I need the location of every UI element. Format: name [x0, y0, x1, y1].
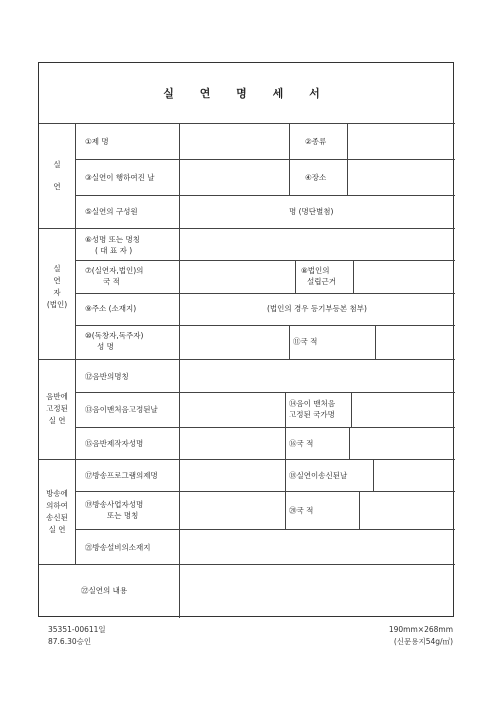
grid-line: [75, 159, 455, 160]
grid-line: [39, 228, 455, 229]
grid-line: [75, 491, 455, 492]
grid-line: [75, 392, 455, 393]
approval-date: 87.6.30승인: [48, 637, 92, 646]
grid-line: [75, 325, 455, 326]
grid-line: [373, 459, 374, 491]
nationality-label: ⑦(실연자,법인)의 국 적: [85, 266, 144, 286]
grid-line: [359, 491, 360, 529]
grid-line: [375, 325, 376, 359]
grid-line: [349, 427, 350, 459]
grid-line: [285, 392, 286, 459]
title-label: ①제 명: [85, 137, 109, 146]
grid-line: [289, 123, 290, 195]
record-country-label: ⑭음이 맨처음 고정된 국가명: [289, 399, 336, 419]
form-title: 실 연 명 세 서: [163, 87, 331, 100]
grid-line: [39, 459, 455, 460]
section-label-performer: 실 연 자 (법인): [46, 264, 68, 309]
grid-line: [347, 123, 348, 195]
name-label: ⑥성명 또는 명칭 ( 대 표 자 ): [85, 235, 140, 255]
grid-line: [295, 260, 296, 293]
facility-address-label: ㉑방송설비의소재지: [85, 543, 151, 552]
section-label-broadcast: 방송에 의하여 송신된 실 연: [46, 489, 68, 534]
paper-size: 190mm×268mm: [388, 625, 453, 634]
leader-nationality-label: ⑪국 적: [293, 337, 318, 346]
record-date-label: ⑬음이맨처음고정된날: [85, 405, 158, 414]
content-label: ㉒실연의 내용: [81, 586, 128, 595]
section-label-record: 음반에 고정된 실 연: [46, 392, 68, 425]
members-label: ⑤실연의 구성원: [85, 207, 138, 216]
program-title-label: ⑰방송프로그램의제명: [85, 471, 158, 480]
grid-line: [75, 529, 455, 530]
grid-line: [75, 260, 455, 261]
type-label: ②종류: [305, 137, 327, 146]
grid-line: [75, 293, 455, 294]
address-note: (법인의 경우 등기부등본 첨부): [267, 304, 367, 313]
performance-date-label: ③실연이 행하여진 날: [85, 173, 155, 182]
grid-line: [289, 325, 290, 359]
grid-line: [39, 564, 455, 565]
grid-line: [353, 260, 354, 293]
broadcaster-name-label: ⑲방송사업자성명 또는 명칭: [85, 500, 144, 520]
grid-line: [75, 427, 455, 428]
grid-line: [285, 459, 286, 529]
grid-line: [39, 359, 455, 360]
leader-name-label: ⑩(독창자,독주자) 성 명: [85, 331, 144, 351]
record-producer-label: ⑮음반제작자성명: [85, 439, 144, 448]
section-label-performance: 실 연: [53, 160, 61, 191]
grid-line: [39, 123, 455, 124]
performance-statement-form: [38, 62, 454, 617]
form-number: 35351-00611일: [48, 625, 106, 634]
grid-line: [351, 392, 352, 427]
record-title-label: ⑫음반의명칭: [85, 372, 129, 381]
members-note: 명 (명단별첨): [289, 207, 334, 216]
grid-line: [75, 123, 76, 564]
place-label: ④장소: [305, 173, 327, 182]
grid-line: [179, 123, 180, 618]
paper-type: (신문용지54g/㎡): [393, 637, 453, 646]
record-producer-nationality-label: ⑯국 적: [289, 439, 314, 448]
address-label: ⑨주소 (소재지): [85, 304, 137, 313]
grid-line: [75, 195, 455, 196]
corp-basis-label: ⑧법인의 설립근거: [301, 266, 336, 286]
broadcaster-nationality-label: ⑳국 적: [289, 506, 314, 515]
broadcast-date-label: ⑱실연이송신된날: [289, 471, 348, 480]
